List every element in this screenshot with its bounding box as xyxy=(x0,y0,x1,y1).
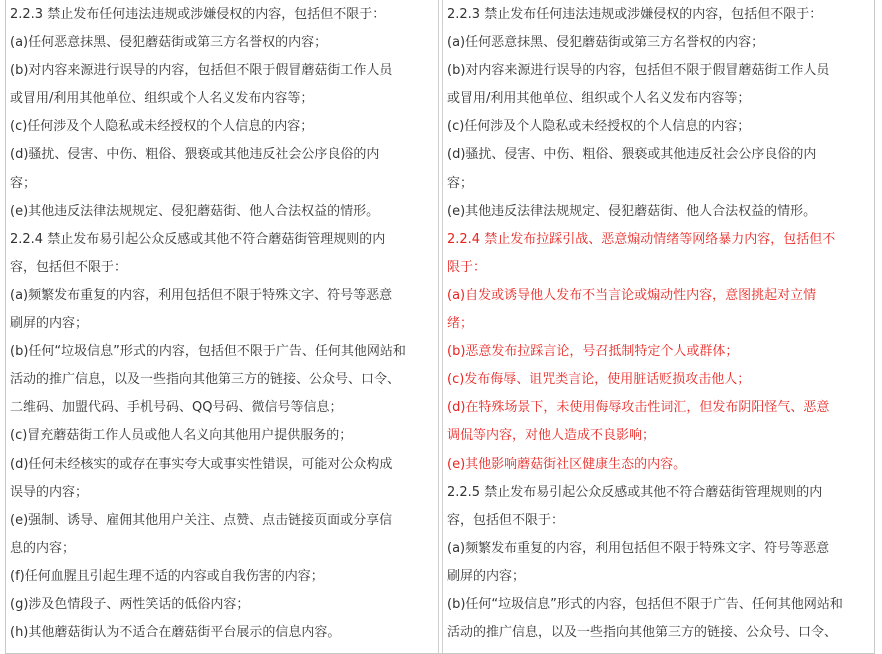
clause-line: 二维码、加盟代码、手机号码、QQ号码、微信号等信息； xyxy=(10,400,343,416)
clause-line: 活动的推广信息，以及一些指向其他第三方的链接、公众号、口令、 xyxy=(10,372,401,388)
clause-line: (a)任何恶意抹黑、侵犯蘑菇街或第三方名誉权的内容； xyxy=(10,35,328,51)
clause-line: 2.2.3 禁止发布任何违法违规或涉嫌侵权的内容，包括但不限于： xyxy=(10,7,386,22)
clause-line: (a)任何恶意抹黑、侵犯蘑菇街或第三方名誉权的内容； xyxy=(447,35,765,51)
clause-line: 刷屏的内容； xyxy=(447,568,526,584)
clause-line: 或冒用/利用其他单位、组织或个人名义发布内容等； xyxy=(447,91,751,107)
clause-line-highlighted: (a)自发或诱导他人发布不当言论或煽动性内容，意图挑起对立情 xyxy=(447,287,817,303)
clause-line-highlighted: (c)发布侮辱、诅咒类言论，使用脏话贬损攻击他人； xyxy=(447,372,751,388)
clause-line: (f)任何血腥且引起生理不适的内容或自我伤害的内容； xyxy=(10,568,324,584)
comparison-table xyxy=(5,0,875,654)
column-divider xyxy=(438,0,439,653)
clause-line: (e)强制、诱导、雇佣其他用户关注、点赞、点击链接页面或分享信 xyxy=(10,512,393,528)
clause-line: (c)任何涉及个人隐私或未经授权的个人信息的内容； xyxy=(10,119,314,135)
clause-line: (b)任何“垃圾信息”形式的内容，包括但不限于广告、任何其他网站和 xyxy=(10,344,406,360)
clause-line: (b)任何“垃圾信息”形式的内容，包括但不限于广告、任何其他网站和 xyxy=(447,596,843,612)
clause-line-highlighted: 调侃等内容，对他人造成不良影响； xyxy=(447,428,656,444)
clause-line: 2.2.4 禁止发布易引起公众反感或其他不符合蘑菇街管理规则的内 xyxy=(10,231,386,247)
clause-line: (c)任何涉及个人隐私或未经授权的个人信息的内容； xyxy=(447,119,751,135)
clause-line: (a)频繁发布重复的内容，利用包括但不限于特殊文字、符号等恶意 xyxy=(10,287,393,303)
clause-line: 2.2.5 禁止发布易引起公众反感或其他不符合蘑菇街管理规则的内 xyxy=(447,484,823,500)
clause-line: (d)骚扰、侵害、中伤、粗俗、猥亵或其他违反社会公序良俗的内 xyxy=(10,147,380,163)
clause-line: 息的内容； xyxy=(10,540,76,556)
clause-line: (e)其他违反法律法规规定、侵犯蘑菇街、他人合法权益的情形。 xyxy=(10,203,380,219)
clause-line: 容，包括但不限于： xyxy=(447,512,565,528)
clause-line: 刷屏的内容； xyxy=(10,316,89,332)
clause-line: 2.2.3 禁止发布任何违法违规或涉嫌侵权的内容，包括但不限于： xyxy=(447,7,823,22)
clause-line: (d)骚扰、侵害、中伤、粗俗、猥亵或其他违反社会公序良俗的内 xyxy=(447,147,817,163)
clause-line: (g)涉及色情段子、两性笑话的低俗内容； xyxy=(10,596,250,612)
clause-line: 容，包括但不限于： xyxy=(10,259,128,275)
clause-line: (e)其他违反法律法规规定、侵犯蘑菇街、他人合法权益的情形。 xyxy=(447,203,817,219)
clause-line: (c)冒充蘑菇街工作人员或他人名义向其他用户提供服务的； xyxy=(10,428,353,444)
clause-line: 误导的内容； xyxy=(10,484,89,500)
clause-line-highlighted: (b)恶意发布拉踩言论，号召抵制特定个人或群体； xyxy=(447,344,739,360)
clause-line: 活动的推广信息，以及一些指向其他第三方的链接、公众号、口令、 xyxy=(447,625,838,641)
clause-line-highlighted: (d)在特殊场景下，未使用侮辱攻击性词汇，但发布阴阳怪气、恶意 xyxy=(447,400,830,416)
left-column xyxy=(6,0,441,653)
clause-line: 容； xyxy=(10,175,37,191)
clause-line: (b)对内容来源进行误导的内容，包括但不限于假冒蘑菇街工作人员 xyxy=(10,63,393,79)
right-column xyxy=(443,0,874,653)
clause-line-highlighted: 绪； xyxy=(447,316,474,332)
clause-line-highlighted: 限于： xyxy=(447,259,487,275)
clause-line: 或冒用/利用其他单位、组织或个人名义发布内容等； xyxy=(10,91,314,107)
clause-line: 容； xyxy=(447,175,474,191)
clause-line-highlighted: 2.2.4 禁止发布拉踩引战、恶意煽动情绪等网络暴力内容，包括但不 xyxy=(447,231,836,247)
clause-line-highlighted: (e)其他影响蘑菇街社区健康生态的内容。 xyxy=(447,456,687,472)
clause-line: (a)频繁发布重复的内容，利用包括但不限于特殊文字、符号等恶意 xyxy=(447,540,830,556)
clause-line: (d)任何未经核实的或存在事实夸大或事实性错误，可能对公众构成 xyxy=(10,456,393,472)
clause-line: (h)其他蘑菇街认为不适合在蘑菇街平台展示的信息内容。 xyxy=(10,625,341,641)
clause-line: (b)对内容来源进行误导的内容，包括但不限于假冒蘑菇街工作人员 xyxy=(447,63,830,79)
